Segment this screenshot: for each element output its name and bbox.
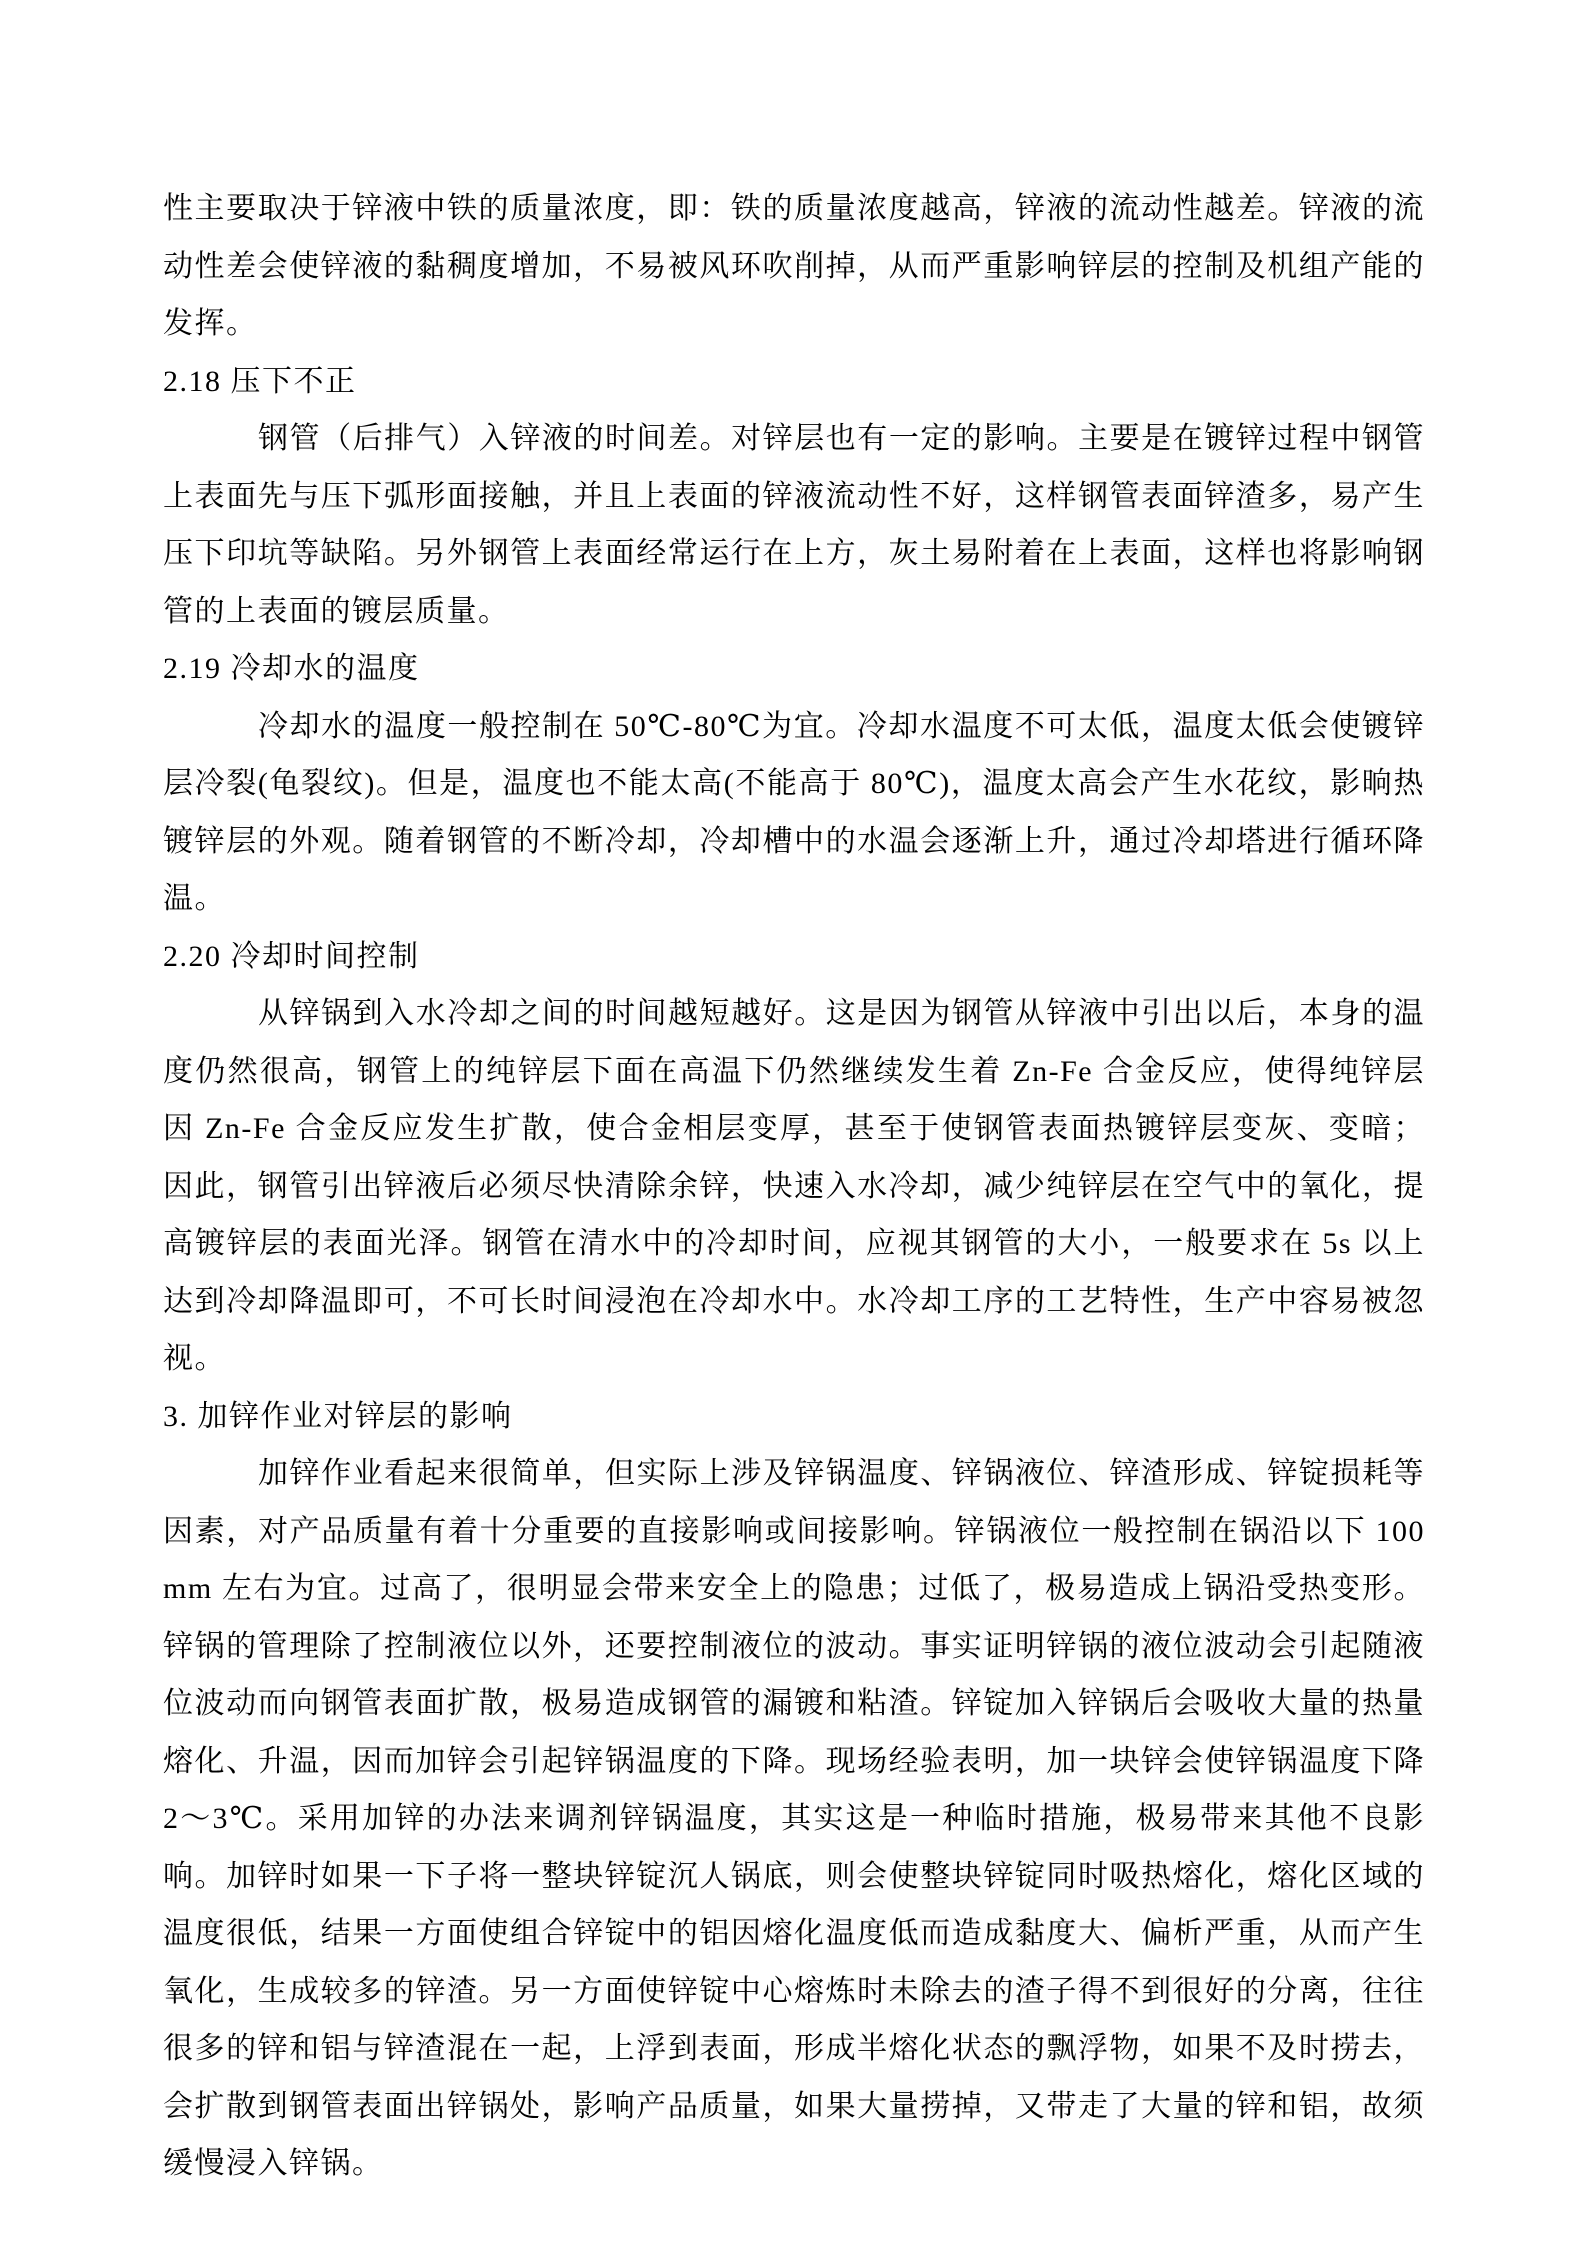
paragraph-3: 加锌作业看起来很简单，但实际上涉及锌锅温度、锌锅液位、锌渣形成、锌锭损耗等因素，对产品质量有着十分重要的直接影响或间接影响。锌锅液位一般控制在锅沿以下 100mm 左右为宜。过高了，很明显会带来安全上的隐患；过低了，极易造成上锅沿受热变形。锌锅的管理除了控制液位以外，还要控制液位的波动。事实证明锌锅的液位波动会引起随液位波动而向钢管表面扩散，极易造成钢管的漏镀和粘渣。锌锭加入锌锅后会吸收大量的热量熔化、升温，因而加锌会引起锌锅温度的下降。现场经验表明，加一块锌会使锌锅温度下降 2～3℃。采用加锌的办法来调剂锌锅温度，其实这是一种临时措施，极易带来其他不良影响。加锌时如果一下子将一整块锌锭沉人锅底，则会使整块锌锭同时吸热熔化，熔化区域的温度很低，结果一方面使组合锌锭中的铝因熔化温度低而造成黏度大、偏析严重，从而产生氧化，生成较多的锌渣。另一方面使锌锭中心熔炼时未除去的渣子得不到很好的分离，往往很多的锌和铝与锌渣混在一起，上浮到表面，形成半熔化状态的飘浮物，如果不及时捞去，会扩散到钢管表面出锌锅处，影响产品质量，如果大量捞掉，又带走了大量的锌和铝，故须缓慢浸入锌锅。 [163, 1457, 1425, 2180]
paragraph-continuation: 性主要取决于锌液中铁的质量浓度，即：铁的质量浓度越高，锌液的流动性越差。锌液的流动性差会使锌液的黏稠度增加，不易被风环吹削掉，从而严重影响锌层的控制及机组产能的发挥。 [163, 192, 1425, 340]
document-page [163, 180, 1425, 2193]
paragraph-2-20: 从锌锅到入水冷却之间的时间越短越好。这是因为钢管从锌液中引出以后，本身的温度仍然很高，钢管上的纯锌层下面在高温下仍然继续发生着 Zn-Fe 合金反应，使得纯锌层因 Zn-Fe 合金反应发生扩散，使合金相层变厚，甚至于使钢管表面热镀锌层变灰、变暗；因此，钢管引出锌液后必须尽快清除余锌，快速入水冷却，减少纯锌层在空气中的氧化，提高镀锌层的表面光泽。钢管在清水中的冷却时间，应视其钢管的大小，一般要求在 5s 以上达到冷却降温即可，不可长时间浸泡在冷却水中。水冷却工序的工艺特性，生产中容易被忽视。 [163, 997, 1425, 1375]
section-heading-2-19: 2.19 冷却水的温度 [163, 652, 420, 685]
section-heading-2-20: 2.20 冷却时间控制 [163, 939, 420, 973]
paragraph-2-19: 冷却水的温度一般控制在 50℃-80℃为宜。冷却水温度不可太低，温度太低会使镀锌层冷裂(龟裂纹)。但是，温度也不能太高(不能高于 80℃)，温度太高会产生水花纹，影晌热镀锌层的外观。随着钢管的不断冷却，冷却槽中的水温会逐渐上升，通过冷却塔进行循环降温。 [163, 709, 1425, 915]
section-heading-2-18: 2.18 压下不正 [163, 364, 357, 398]
paragraph-2-18: 钢管（后排气）入锌液的时间差。对锌层也有一定的影响。主要是在镀锌过程中钢管上表面先与压下弧形面接触，并且上表面的锌液流动性不好，这样钢管表面锌渣多，易产生压下印坑等缺陷。另外钢管上表面经常运行在上方，灰土易附着在上表面，这样也将影响钢管的上表面的镀层质量。 [163, 422, 1425, 628]
section-heading-3: 3. 加锌作业对锌层的影响 [163, 1399, 513, 1433]
